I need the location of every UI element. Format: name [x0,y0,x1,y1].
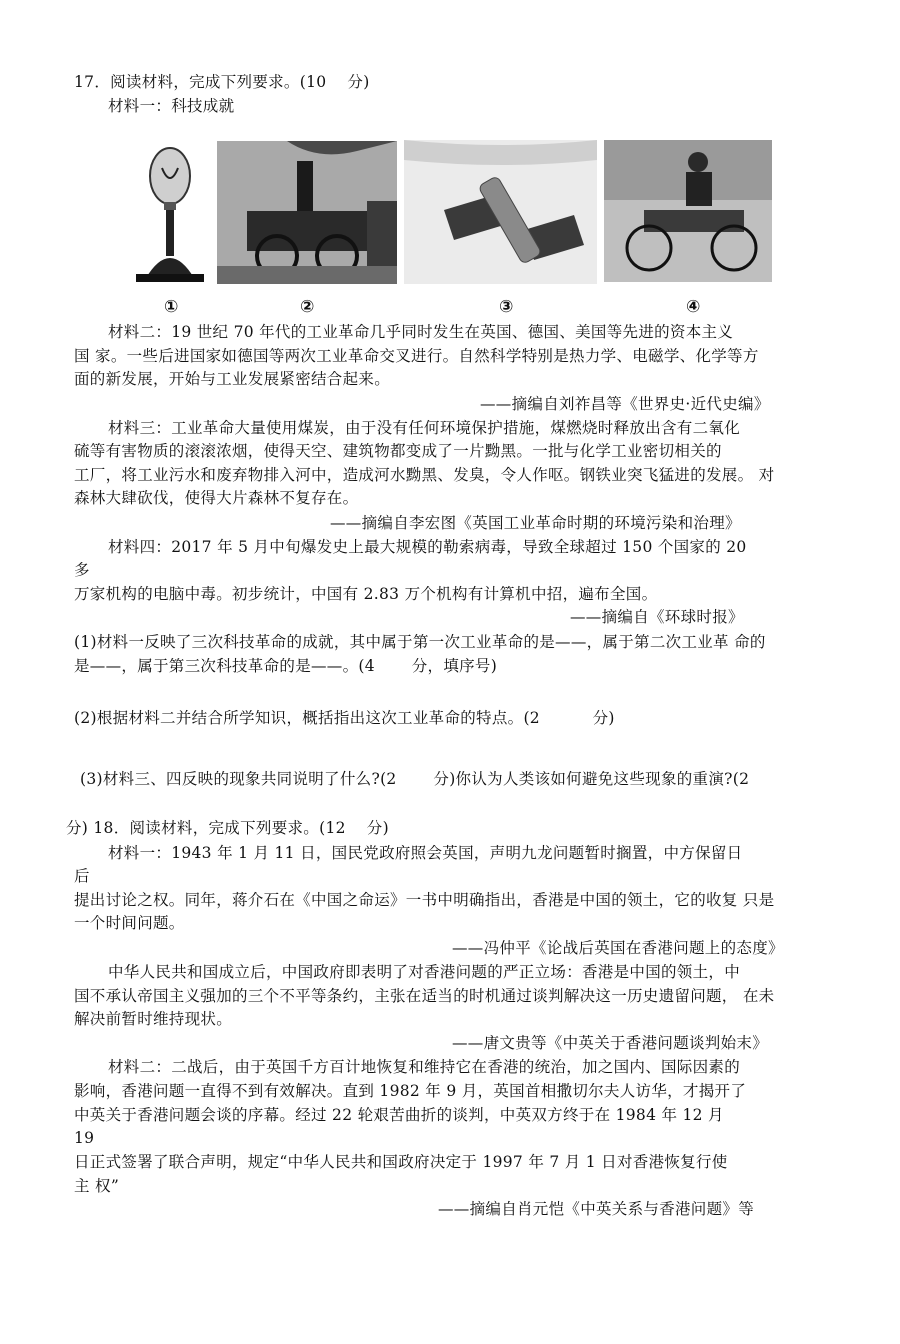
q18-text-line: 主 权” [74,1177,120,1195]
light-bulb-image [132,138,208,286]
question-1-line: 是——，属于第三次科技革命的是——。(4 分，填序号) [74,657,498,675]
material-3-line: 森林大肆砍伐，使得大片森林不复存在。 [74,489,359,507]
q18-text-line: 一个时间问题。 [74,914,185,932]
q18-text-line: 提出讨论之权。同年，蒋介石在《中国之命运》一书中明确指出，香港是中国的领土，它的收复 只是 [74,891,775,909]
q18-text-line: 影响，香港问题一直得不到有效解决。直到 1982 年 9 月，英国首相撒切尔夫人访华，才揭开了 [74,1082,747,1100]
material-3-line: 工厂，将工业污水和废弃物排入河中，造成河水黝黑、发臭，令人作呕。钢铁业突飞猛进的发展。 对 [74,466,775,484]
material-3-line: 材料三：工业革命大量使用煤炭，由于没有任何环境保护措施，煤燃烧时释放出含有二氧化 [108,419,741,437]
q18-text-line: 中英关于香港问题会谈的序幕。经过 22 轮艰苦曲折的谈判，中英双方终于在 1984 年 12 月 [74,1106,724,1124]
q18-text-line: 材料一：1943 年 1 月 11 日，国民党政府照会英国，声明九龙问题暂时搁置，中方保留日 [108,844,743,862]
material-2-line: 国 家。一些后进国家如德国等两次工业革命交叉进行。自然科学特别是热力学、电磁学、化学等方 [74,347,759,365]
material-3-line: 硫等有害物质的滚滚浓烟，使得天空、建筑物都变成了一片黝黑。一批与化学工业密切相关的 [74,442,722,460]
material-2-source: ——摘编自刘祚昌等《世界史·近代史编》 [480,395,770,413]
q18-text-line: 中华人民共和国成立后，中国政府即表明了对香港问题的严正立场：香港是中国的领土，中 [108,963,741,981]
material-2-line: 面的新发展，开始与工业发展紧密结合起来。 [74,370,391,388]
image-number-2: ② [300,297,315,317]
early-automobile-icon [604,140,772,282]
q18-source: ——摘编自肖元恺《中英关系与香港问题》等 [438,1200,755,1218]
early-car-image [604,140,772,282]
space-station-image [404,140,597,284]
steam-locomotive-image [217,141,397,284]
q18-text-line: 后 [74,867,90,885]
steam-locomotive-icon [217,141,397,284]
q18-source: ——唐文贵等《中英关于香港问题谈判始末》 [452,1034,769,1052]
q18-source: ——冯仲平《论战后英国在香港问题上的态度》 [452,939,784,957]
q18-text-line: 日正式签署了联合声明，规定“中华人民共和国政府决定于 1997 年 7 月 1 日对香港恢复行使 [74,1153,728,1171]
material-4-line: 多 [74,561,90,579]
q18-text-line: 解决前暂时维持现状。 [74,1010,233,1028]
q18-text-line: 材料二：二战后，由于英国千方百计地恢复和维持它在香港的统治，加之国内、国际因素的 [108,1058,741,1076]
material-3-source: ——摘编自李宏图《英国工业革命时期的环境污染和治理》 [330,514,741,532]
image-number-3: ③ [499,297,514,317]
image-number-4: ④ [686,297,701,317]
question-2: (2)根据材料二并结合所学知识，概括指出这次工业革命的特点。(2 分) [74,709,615,727]
material-4-source: ——摘编自《环球时报》 [570,608,744,626]
question-1-line: (1)材料一反映了三次科技革命的成就，其中属于第一次工业革命的是——，属于第二次工业革 命的 [74,633,766,651]
material-2-line: 材料二：19 世纪 70 年代的工业革命几乎同时发生在英国、德国、美国等先进的资本主义 [108,323,734,341]
material-1-label: 材料一：科技成就 [108,97,235,115]
q18-text-line: 19 [74,1129,95,1147]
material-4-line: 材料四：2017 年 5 月中旬爆发史上最大规模的勒索病毒，导致全球超过 150 个国家的 20 [108,538,747,556]
q17-title: 17．阅读材料，完成下列要求。(10 分) [74,73,370,91]
edison-light-bulb-icon [132,138,208,286]
space-station-icon [404,140,597,284]
image-number-1: ① [164,297,179,317]
question-3: (3)材料三、四反映的现象共同说明了什么?(2 分)你认为人类该如何避免这些现象的重演?(2 [80,770,750,788]
material-4-line: 万家机构的电脑中毒。初步统计，中国有 2.83 万个机构有计算机中招，遍布全国。 [74,585,658,603]
q18-text-line: 国不承认帝国主义强加的三个不平等条约，主张在适当的时机通过谈判解决这一历史遗留问题， 在未 [74,987,775,1005]
q18-title: 分) 18．阅读材料，完成下列要求。(12 分) [66,819,389,837]
